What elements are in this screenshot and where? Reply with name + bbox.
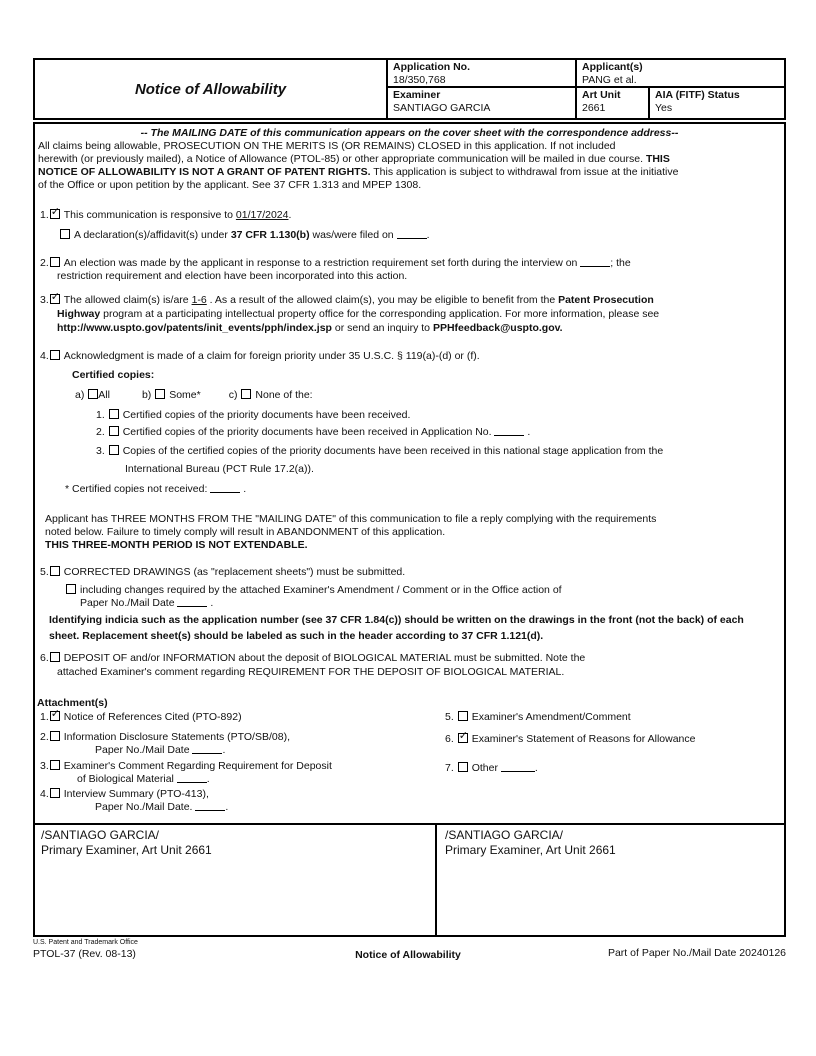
attachment-7-other-blank[interactable] (501, 763, 535, 772)
attachment-2: 2. Information Disclosure Statements (PTO/SB/08), (40, 731, 290, 743)
item-5-checkbox[interactable] (50, 566, 60, 576)
application-no-blank[interactable] (494, 427, 524, 436)
item-1-number: 1. (40, 209, 49, 221)
attachment-3-checkbox[interactable] (50, 760, 60, 770)
attachment-6-checkbox[interactable] (458, 730, 468, 743)
item-5-number: 5. (40, 566, 49, 578)
item-5-sub: including changes required by the attached Examiner's Amendment / Comment or in the Office action of (65, 584, 562, 597)
item-6-line-2: attached Examiner's comment regarding REQUIREMENT FOR THE DEPOSIT OF BIOLOGICAL MATERIAL. (57, 666, 565, 678)
attachment-1-checkbox[interactable] (50, 708, 60, 721)
certified-copies-options: a) All b) Some* c) None of the: (75, 389, 313, 401)
item-4-checkbox[interactable] (50, 350, 60, 360)
attachment-3: 3. Examiner's Comment Regarding Requirement for Deposit (40, 760, 332, 772)
art-unit-value: 2661 (582, 102, 606, 114)
examiner-label: Examiner (393, 89, 441, 101)
attachment-5-checkbox[interactable] (458, 711, 468, 721)
not-extendable-line: THIS THREE-MONTH PERIOD IS NOT EXTENDABLE. (45, 539, 308, 551)
three-months-line-2: noted below. Failure to timely comply will result in ABANDONMENT of this application. (45, 526, 446, 538)
certified-1-checkbox[interactable] (109, 409, 119, 419)
item-6-checkbox[interactable] (50, 652, 60, 662)
item-5 (40, 566, 405, 579)
check-icon: ✓ (50, 206, 60, 218)
attachment-6: 6. ✓ Examiner's Statement of Reasons for Allowance (445, 730, 696, 745)
application-no-label: Application No. (393, 61, 470, 73)
declaration-date-blank[interactable] (397, 230, 427, 239)
certified-item-3: 3. Copies of the certified copies of the priority documents have been received in this national stage application from the (96, 445, 664, 457)
mailing-date-line: -- The MAILING DATE of this communication appears on the cover sheet with the correspondence address-- (140, 127, 679, 139)
item-1-text: This communication is responsive to (63, 209, 236, 221)
paper-mail-date-blank[interactable] (177, 598, 207, 607)
attachment-1: 1. ✓ Notice of References Cited (PTO-892) (40, 708, 242, 723)
attachment-2-checkbox[interactable] (50, 731, 60, 741)
item-6-number: 6. (40, 652, 49, 664)
attachment-2-date-blank[interactable] (192, 745, 222, 754)
check-icon: ✓ (50, 291, 60, 303)
not-received-blank[interactable] (210, 484, 240, 493)
item-5-sub-line-2: Paper No./Mail Date . (80, 597, 214, 609)
intro-line-1: All claims being allowable, PROSECUTION ON THE MERITS IS (OR REMAINS) CLOSED in this application. If not included (38, 140, 616, 152)
indicia-note-line-2: sheet. Replacement sheet(s) should be labeled as such in the header according to 37 CFR 1.121(d). (49, 630, 544, 642)
attachment-3-material-blank[interactable] (177, 774, 207, 783)
examiner-signature-2: /SANTIAGO GARCIA/ (445, 828, 564, 842)
examiner-value: SANTIAGO GARCIA (393, 102, 491, 114)
examiner-signature-title: Primary Examiner, Art Unit 2661 (41, 843, 212, 857)
attachment-4-date-blank[interactable] (195, 802, 225, 811)
item-1: 1. ✓ This communication is responsive to 01/17/2024. (40, 206, 292, 221)
attachment-7-checkbox[interactable] (458, 762, 468, 772)
examiner-signature: /SANTIAGO GARCIA/ (41, 828, 160, 842)
attachment-3-sub: of Biological Material . (77, 773, 210, 785)
attachment-5: 5. Examiner's Amendment/Comment (445, 711, 631, 723)
item-3-checkbox[interactable] (50, 291, 60, 304)
item-1-checkbox[interactable] (50, 206, 60, 219)
item-4 (40, 350, 480, 363)
pph-url-link[interactable]: http://www.uspto.gov/patents/init_events/pph/index.jsp (57, 322, 332, 334)
applicant-value: PANG et al. (582, 74, 637, 86)
attachment-4: 4. Interview Summary (PTO-413), (40, 788, 209, 800)
item-5-text: CORRECTED DRAWINGS (as "replacement sheets") must be submitted. (63, 566, 406, 578)
item-3-number: 3. (40, 294, 49, 306)
certified-none-checkbox[interactable] (241, 389, 251, 399)
form-title: Notice of Allowability (35, 60, 388, 118)
attachment-7: 7. Other . (445, 762, 538, 774)
allowed-claims-range: 1-6 (191, 294, 207, 306)
footer-center-title: Notice of Allowability (355, 949, 461, 961)
certified-not-received: * Certified copies not received: . (65, 483, 247, 495)
three-months-line-1: Applicant has THREE MONTHS FROM THE "MAILING DATE" of this communication to file a reply complying with the requirements (45, 513, 657, 525)
aia-status-value: Yes (655, 102, 673, 114)
item-3-line-3: http://www.uspto.gov/patents/init_events/pph/index.jsp or send an inquiry to PPHfeedback@uspto.gov. (57, 322, 563, 334)
art-unit-label: Art Unit (582, 89, 621, 101)
certified-item-3-line-2: International Bureau (PCT Rule 17.2(a)). (125, 463, 314, 475)
attachment-4-sub: Paper No./Mail Date. . (95, 801, 229, 813)
footer-paper-no-mail-date: Part of Paper No./Mail Date 20240126 (607, 947, 786, 959)
attachment-4-checkbox[interactable] (50, 788, 60, 798)
certified-2-checkbox[interactable] (109, 426, 119, 436)
item-2-text: An election was made by the applicant in response to a restriction requirement set forth during the interview on (63, 257, 581, 269)
footer-office-name: U.S. Patent and Trademark Office (33, 939, 138, 946)
item-2-checkbox[interactable] (50, 257, 60, 267)
application-no-value: 18/350,768 (393, 74, 446, 86)
certified-3-checkbox[interactable] (109, 445, 119, 455)
item-4-text: Acknowledgment is made of a claim for foreign priority under 35 U.S.C. § 119(a)-(d) or (f). (63, 350, 480, 362)
application-no-cell (388, 60, 577, 88)
attachment-2-sub: Paper No./Mail Date . (95, 744, 226, 756)
examiner-signature-title-2: Primary Examiner, Art Unit 2661 (445, 843, 616, 857)
item-2-line-2: restriction requirement and election have been incorporated into this action. (57, 270, 408, 282)
certified-item-1: 1. Certified copies of the priority documents have been received. (96, 409, 411, 421)
check-icon: ✓ (458, 730, 468, 742)
intro-line-4: of the Office or upon petition by the applicant. See 37 CFR 1.313 and MPEP 1308. (38, 179, 422, 191)
item-2-number: 2. (40, 257, 49, 269)
certified-item-2: 2. Certified copies of the priority documents have been received in Application No. . (96, 426, 531, 438)
footer-form-number: PTOL-37 (Rev. 08-13) (33, 948, 136, 960)
header-table (33, 58, 786, 120)
main-content-box (33, 122, 786, 825)
item-3: 3. ✓ The allowed claim(s) is/are 1-6 . As a result of the allowed claim(s), you may be eligible to benefit from the Patent Prosecution (40, 291, 654, 306)
signature-right-cell (437, 825, 784, 935)
certified-some-checkbox[interactable] (155, 389, 165, 399)
signature-box (33, 823, 786, 937)
item-1-declaration: A declaration(s)/affidavit(s) under 37 CFR 1.130(b) was/were filed on . (59, 229, 429, 242)
interview-date-blank[interactable] (580, 258, 610, 267)
signature-left-cell (35, 825, 437, 935)
examiner-cell (388, 88, 577, 118)
intro-line-2: herewith (or previously mailed), a Notice of Allowance (PTOL-85) or other appropriate communication will be mailed in due course. THIS (38, 153, 670, 165)
applicant-cell (577, 60, 784, 88)
item-6 (40, 652, 585, 665)
attachments-heading: Attachment(s) (37, 697, 108, 709)
item-6-text: DEPOSIT OF and/or INFORMATION about the deposit of BIOLOGICAL MATERIAL must be submitted. Note the (63, 652, 586, 664)
item-4-number: 4. (40, 350, 49, 362)
certified-copies-heading: Certified copies: (72, 369, 155, 381)
item-2: 2. An election was made by the applicant in response to a restriction requirement set forth during the interview on ; the (40, 257, 631, 269)
pph-email-link[interactable]: PPHfeedback@uspto.gov. (432, 322, 563, 334)
aia-status-label: AIA (FITF) Status (655, 89, 740, 101)
applicant-label: Applicant(s) (582, 61, 643, 73)
art-unit-cell (577, 88, 650, 118)
certified-all-checkbox[interactable] (88, 389, 98, 399)
intro-line-3: NOTICE OF ALLOWABILITY IS NOT A GRANT OF PATENT RIGHTS. This application is subject to withdrawal from issue at the initiative (38, 166, 679, 178)
indicia-note-line-1: Identifying indicia such as the application number (see 37 CFR 1.84(c)) should be written on the drawings in the front (not the back) of each (49, 614, 744, 626)
responsive-date: 01/17/2024 (235, 209, 289, 221)
cfr-1130b-ref: 37 CFR 1.130(b) (230, 229, 310, 241)
item-3-text: The allowed claim(s) is/are (63, 294, 192, 306)
declaration-checkbox[interactable] (60, 229, 70, 239)
aia-status-cell (650, 88, 784, 118)
item-3-line-2: Highway program at a participating intellectual property office for the corresponding application. For more information, please see (57, 308, 660, 320)
check-icon: ✓ (50, 708, 60, 720)
item-5-sub-checkbox[interactable] (66, 584, 76, 594)
